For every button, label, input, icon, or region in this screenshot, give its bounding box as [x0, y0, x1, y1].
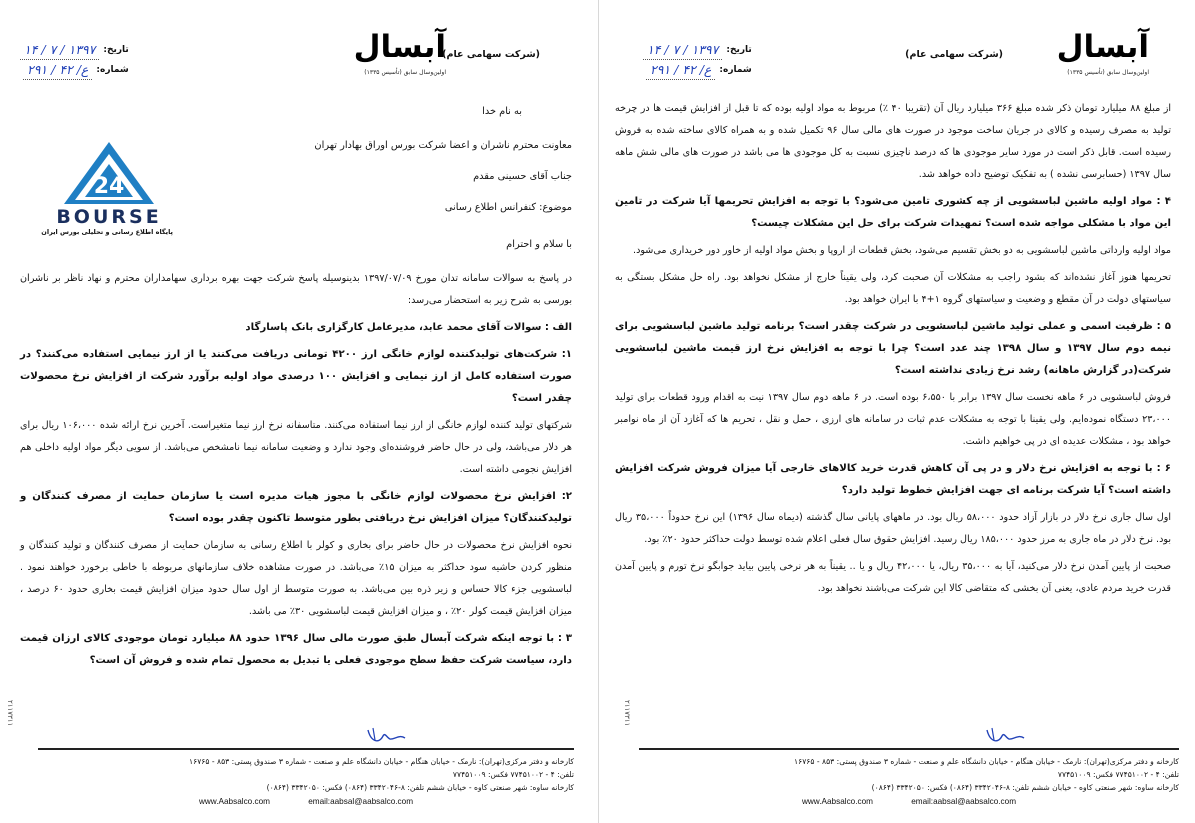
- svg-text:24: 24: [93, 174, 125, 199]
- absal-logo: [353, 29, 446, 76]
- number-label: شماره:: [96, 64, 129, 75]
- date-label: تاریخ:: [726, 44, 752, 55]
- number-label: شماره:: [719, 64, 752, 75]
- answer-6-part-1: اول سال جاری نرخ دلار در بازار آزاد حدود ۵۸،۰۰۰ ریال بود. در ماههای پایانی سال گذشته (دیماه سال ۱۳۹۶) این نرخ حدوداً ۳۵،۰۰۰ ریال بود. نرخ دلار در ماه جاری به مرز حدود ۱۸۵،۰۰۰ ریال رسید. افزایش حقوق سال فعلی اعلام شده توسط دولت حداکثر حدود ۲۰٪ بود.: [615, 512, 1171, 545]
- answer-4-part-1: مواد اولیه وارداتی ماشین لباسشویی به دو بخش تقسیم می‌شود، بخش قطعات از اروپا و بخش مواد اولیه از خاور دور خریداری می‌شود.: [633, 245, 1171, 256]
- recipient-line-2: جناب آقای حسینی مقدم: [473, 171, 572, 182]
- footer-website-link[interactable]: www.Aabsalco.com: [198, 797, 270, 806]
- letter-page-2: [598, 0, 1195, 823]
- answer-3: از مبلغ ۸۸ میلیارد تومان ذکر شده مبلغ ۳۶۶ میلیارد ریال آن (تقریبا ۴۰ ٪) مربوط به مواد اولیه بوده که تا قبل از افزایش قیمت ها در چرخه تولید به مصرف رسیده و کالای در جریان ساخت موجود در صورت های مالی سال ۹۶ تکمیل شده و به همراه کالای ساخته شده به فروش رسیده است. قابل ذکر است در مورد سایر موجودی ها که درصد ناچیزی نسبت به کل موجودی ها می باشد در صورت های مالی شش ماهه سال ۱۳۹۷ (حسابرسی نشده ) به تفکیک توضیح داده خواهد شد.: [615, 103, 1172, 180]
- footer-phone: تلفن: ۴ - ۷۷۴۵۱۰۰۲ فکس: ۷۷۴۵۱۰۰۹: [452, 770, 574, 779]
- answer-1: شرکتهای تولید کننده لوازم خانگی از ارز نیما استفاده می‌کنند. متاسفانه نرخ ارز نیما متغیراست. آخرین نرخ ارائه شده ۱۰۶،۰۰۰ ریال برای هر دلار می‌باشد، ولی در حال حاضر فروشنده‌ای وجود ندارد و وضعیت سامانه نیما نامشخص می‌باشد. از سویی دیگر مواد اولیه داخلی هم افزایش نجومی داشته است.: [20, 420, 572, 475]
- footer-factory: کارخانه ساوه: شهر صنعتی کاوه - خیابان ششم تلفن: ۸-۳۳۴۲۰۴۶ (۰۸۶۴) فکس: ۳۳۴۲۰۵۰ (۰۸۶۴): [266, 783, 574, 792]
- footer-phone: تلفن: ۴ - ۷۷۴۵۱۰۰۲ فکس: ۷۷۴۵۱۰۰۹: [1057, 770, 1179, 779]
- footer-factory: کارخانه ساوه: شهر صنعتی کاوه - خیابان ششم تلفن: ۸-۳۳۴۲۰۴۶ (۰۸۶۴) فکس: ۳۳۴۲۰۵۰ (۰۸۶۴): [871, 783, 1179, 792]
- question-1: ۱: شرکت‌های تولیدکننده لوازم خانگی ارز ۴۲۰۰ تومانی دریافت می‌کنند یا از ارز نیمایی استفاده می‌کنند؟ در صورت استفاده کامل از ارز نیمایی و افزایش ۱۰۰ درصدی مواد اولیه برآورد شرکت از افزایش نرخ محصولات چقدر است؟: [20, 349, 572, 404]
- bourse-logo: [41, 140, 173, 236]
- signature-mark-icon: [984, 724, 1028, 746]
- answer-6-part-2: صحبت از پایین آمدن نرخ دلار می‌کنید، آیا به ۳۵،۰۰۰ ریال، یا ۴۲،۰۰۰ ریال و یا .. یقیناً به هر نرخی پایین بیاید جوابگو نرخ تورم و پایین آمدن قدرت خرید مردم عادی، یعنی آن بخشی که متقاضی کالا این شرکت می‌باشند نخواهد بود.: [615, 561, 1171, 594]
- bourse-tagline: پایگاه اطلاع رسانی و تحلیلی بورس ایران: [41, 228, 173, 236]
- greeting: با سلام و احترام: [506, 239, 572, 250]
- number-value: ع/ ۴۲ / ۲۹۱: [23, 60, 92, 80]
- logo-subtitle: اولین‌وسال سابق (تأسیس ۱۳۳۵): [364, 69, 446, 76]
- bourse-wordmark: BOURSE: [56, 206, 162, 228]
- letter-meta: [20, 40, 129, 80]
- question-3: ۳ : با توجه اینکه شرکت آبسال طبق صورت مالی سال ۱۳۹۶ حدود ۸۸ میلیارد تومان موجودی کالای ارزان قیمت دارد، سیاست شرکت حفظ سطح موجودی فعلی یا تبدیل به محصول تمام شده و فروش آن است؟: [20, 633, 572, 666]
- footer-address: کارخانه و دفتر مرکزی(تهران): نارمک - خیابان هنگام - خیابان دانشگاه علم و صنعت - شماره ۳ صندوق پستی: ۸۵۳ - ۱۶۷۶۵: [794, 757, 1179, 766]
- side-serial: ۲۱۱۷۳۱۱: [623, 700, 631, 727]
- letter-addressing: [322, 96, 572, 128]
- bismillah: به نام خدا: [482, 106, 522, 117]
- date-value: ۱۳۹۷ / ۷ / ۱۴: [643, 40, 722, 60]
- bourse-triangle-icon: [61, 140, 157, 206]
- recipient-block: [172, 130, 572, 260]
- letter-footer: [639, 748, 1179, 820]
- answer-5: فروش لباسشویی در ۶ ماهه نخست سال ۱۳۹۷ برابر با ۶،۵۵۰ بوده است. در ۶ ماهه دوم سال ۱۳۹۷ نیت به اقدام ورود قطعات برای تولید ۲۳،۰۰۰ دستگاه نموده‌ایم. ولی یقینا با توجه به مشکلات عدم ثبات در سامانه های ارزی ، حمل و نقل ، تحریم ها که آغازد آن از ماه نوامبر خواهد بود ، مشکلات عدیده ای در پی خواهیم داشت.: [615, 392, 1171, 447]
- footer-contacts: [38, 795, 574, 808]
- intro-paragraph: در پاسخ به سوالات سامانه تدان مورخ ۱۳۹۷/۰۷/۰۹ بدینوسیله پاسخ شرکت جهت بهره برداری سهامداران محترم و نهاد ناظر بر ناشران بورسی به شرح زیر به استحضار می‌رسد:: [20, 273, 572, 306]
- company-type: (شرکت سهامی عام): [442, 49, 540, 60]
- subject-line: موضوع: کنفرانس اطلاع رسانی: [444, 202, 572, 213]
- question-4: ۴ : مواد اولیه ماشین لباسشویی از چه کشوری تامین می‌شود؟ با توجه به افزایش تحریمها آیا شرکت در تامین این مواد با مشکلی مواجه شده است؟ تمهیدات شرکت برای حل این مشکلات چیست؟: [615, 196, 1171, 229]
- footer-email-link[interactable]: email:aabsal@aabsalco.com: [911, 797, 1017, 806]
- signature: [365, 724, 409, 750]
- date-label: تاریخ:: [103, 44, 129, 55]
- question-6: ۶ : با توجه به افزایش نرخ دلار و در پی آن کاهش قدرت خرید کالاهای خارجی آیا میزان فروش شرکت افزایش داشته است؟ آیا شرکت برنامه ای جهت افزایش خطوط تولید دارد؟: [615, 463, 1171, 496]
- absal-logo: [1056, 29, 1149, 76]
- logo-wordmark: آبسال: [1056, 29, 1149, 65]
- section-title: الف : سوالات آقای محمد عابد، مدیرعامل کارگزاری بانک پاسارگاد: [245, 322, 572, 333]
- signature-mark-icon: [365, 724, 409, 746]
- question-2: ۲: افزایش نرخ محصولات لوازم خانگی با مجوز هیات مدیره است یا سازمان حمایت از مصرف کنندگان و تولیدکنندگان؟ میزان افزایش نرخ دریافتی بطور متوسط تاکنون چقدر بوده است؟: [20, 491, 572, 524]
- logo-wordmark: آبسال: [353, 29, 446, 65]
- footer-address: کارخانه و دفتر مرکزی(تهران): نارمک - خیابان هنگام - خیابان دانشگاه علم و صنعت - شماره ۳ صندوق پستی: ۸۵۳ - ۱۶۷۶۵: [189, 757, 574, 766]
- footer-contacts: [639, 795, 1179, 808]
- logo-subtitle: اولین‌وسال سابق (تأسیس ۱۳۳۵): [1067, 69, 1149, 76]
- company-type: (شرکت سهامی عام): [905, 49, 1003, 60]
- letter-body-right: [615, 98, 1171, 605]
- letter-footer: [38, 748, 574, 820]
- answer-4-part-2: تحریمها هنوز آغاز نشده‌اند که بشود راجب به مشکلات آن صحبت کرد، ولی یقیناً خارج از مشکل نخواهد بود. راه حل مشکل بستگی به سیاستهای دولت در آن مقطع و وضعیت و سیاستهای گروه ۱+۴ با ایران خواهد بود.: [615, 272, 1171, 305]
- footer-email-link[interactable]: email:aabsal@aabsalco.com: [308, 797, 414, 806]
- letter-meta: [643, 40, 752, 80]
- date-value: ۱۳۹۷ / ۷ / ۱۴: [20, 40, 99, 60]
- answer-2: نحوه افزایش نرخ محصولات در حال حاضر برای بخاری و کولر با اطلاع رسانی به سازمان حمایت از مصرف کنندگان و تولید کنندگان و منظور کردن حاشیه سود حداکثر به میزان ۱۵٪ می‌باشد. در صورت مشاهده خلاف سازمانهای مربوطه با خاطی برخورد خواهند نمود . لباسشویی جزء کالا حساس و زیر ذره بین می‌باشد. به صورت متوسط از اول سال حدود میزان افزایش قیمت بخاری حدود ۶۰ درصد ، میزان افزایش قیمت کولر ۲۰٪ ، و میزان افزایش قیمت لباسشویی ۳۰٪ می باشد.: [20, 540, 572, 617]
- side-serial: ۲۱۱۷۳۱۱: [6, 700, 14, 727]
- signature: [984, 724, 1028, 750]
- question-5: ۵ : ظرفیت اسمی و عملی تولید ماشین لباسشویی در شرکت چقدر است؟ برنامه تولید ماشین لباسشویی برای نیمه دوم سال ۱۳۹۷ و سال ۱۳۹۸ چند عدد است؟ چرا با توجه به افزایش نرخ ارز قیمت ماشین لباسشویی شرکت(در گزارش ماهانه) رشد نرخ زیادی نداشته است؟: [615, 321, 1172, 376]
- recipient-line-1: معاونت محترم ناشران و اعضا شرکت بورس اوراق بهادار تهران: [314, 140, 572, 151]
- footer-website-link[interactable]: www.Aabsalco.com: [801, 797, 873, 806]
- letter-body-left: [20, 268, 572, 677]
- number-value: ع/ ۴۲ / ۲۹۱: [646, 60, 715, 80]
